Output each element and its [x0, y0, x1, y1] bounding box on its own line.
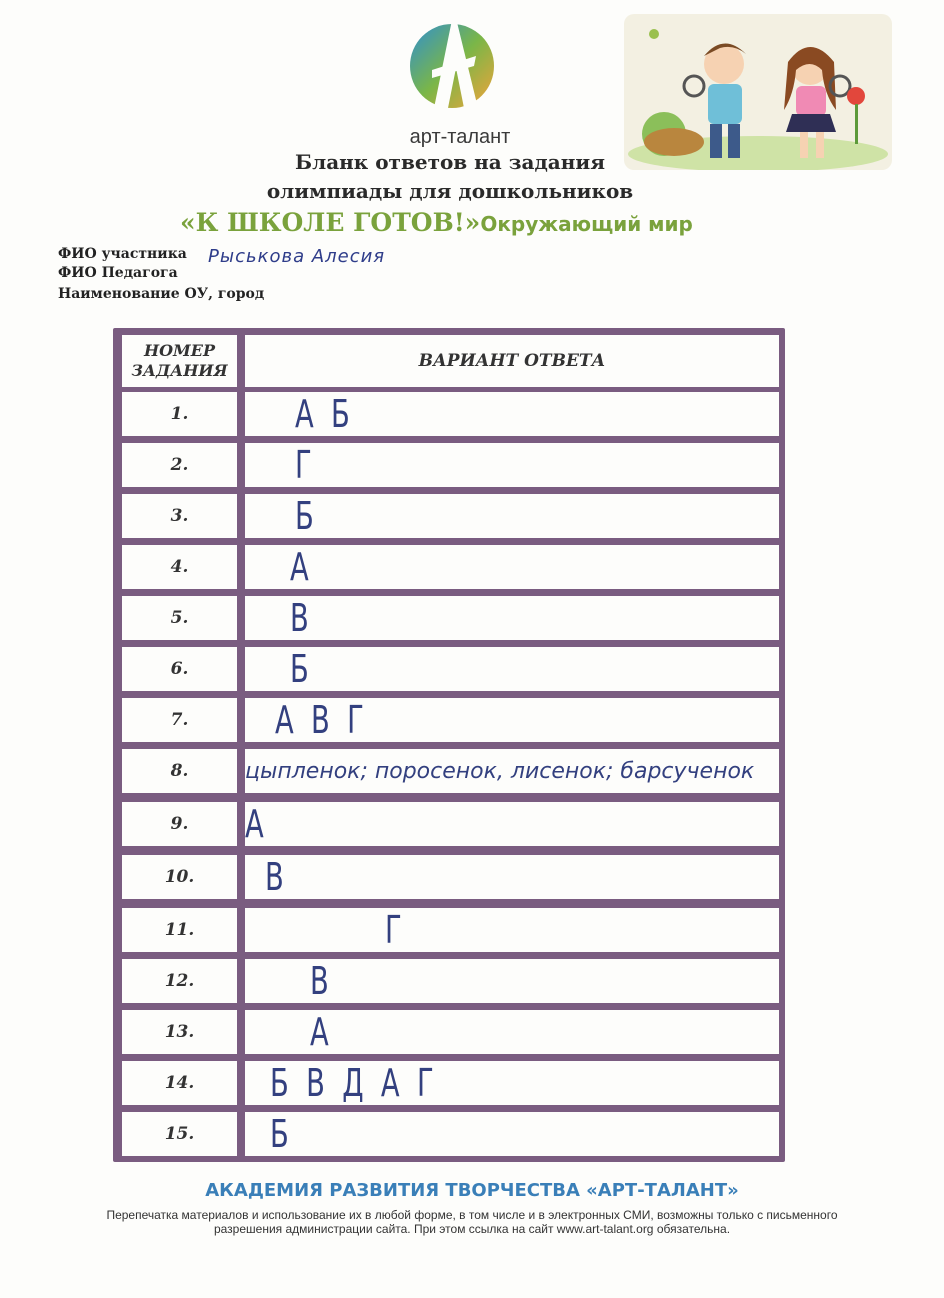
answer-cell[interactable] — [245, 1112, 779, 1156]
row-number-cell — [122, 1010, 237, 1054]
handwritten-answer: А — [310, 1010, 334, 1054]
row-number-cell — [122, 596, 237, 640]
answer-cell[interactable] — [245, 647, 779, 691]
handwritten-answer: Г — [385, 908, 407, 952]
answer-cell[interactable] — [245, 908, 779, 952]
row-number: 11. — [164, 920, 195, 940]
row-number-cell — [122, 392, 237, 436]
row-number-cell — [122, 443, 237, 487]
row-number-cell — [122, 749, 237, 793]
handwritten-answer: В — [265, 855, 289, 899]
row-number-cell — [122, 698, 237, 742]
answer-cell[interactable] — [245, 802, 779, 846]
handwritten-answer: В — [310, 959, 334, 1003]
row-number-cell — [122, 1112, 237, 1156]
handwritten-answer: Б В Д А Г — [270, 1061, 438, 1105]
disclaimer: Перепечатка материалов и использование их в любой форме, в том числе и в электронных СМИ, возможны только с письменного разрешения администрации сайта. При этом ссылка на сайт www.art-talant.org обязательна. — [106, 1208, 838, 1236]
handwritten-answer: цыпленок; поросенок, лисенок; барсученок — [245, 758, 755, 784]
handwritten-answer: А Б — [295, 392, 355, 436]
row-number: 6. — [170, 659, 189, 679]
academy-name: АКАДЕМИЯ РАЗВИТИЯ ТВОРЧЕСТВА «АРТ-ТАЛАНТ» — [205, 1180, 739, 1201]
row-number-cell — [122, 494, 237, 538]
row-number: 1. — [170, 404, 189, 424]
row-number: 2. — [170, 455, 189, 475]
row-number: 4. — [170, 557, 189, 577]
answer-cell[interactable] — [245, 494, 779, 538]
form-title: Бланк ответов на задания олимпиады для дошкольников — [266, 150, 634, 203]
answer-cell[interactable] — [245, 1010, 779, 1054]
answer-table — [113, 328, 785, 1162]
olympiad-line — [180, 208, 740, 237]
answer-cell[interactable] — [245, 749, 779, 793]
row-number: 12. — [164, 971, 195, 991]
children-with-magnifiers-illustration — [624, 14, 892, 170]
answer-cell[interactable] — [245, 596, 779, 640]
participant-label: ФИО участника — [58, 246, 187, 262]
row-number: 9. — [170, 814, 189, 834]
school-label: Наименование ОУ, город — [58, 286, 265, 302]
row-number: 10. — [164, 867, 195, 887]
answer-cell[interactable] — [245, 698, 779, 742]
row-number: 15. — [164, 1124, 195, 1144]
row-number-cell — [122, 545, 237, 589]
handwritten-answer: Б — [270, 1112, 294, 1156]
row-number-cell — [122, 908, 237, 952]
row-number-cell — [122, 647, 237, 691]
row-number-cell — [122, 1061, 237, 1105]
header-answer: ВАРИАНТ ОТВЕТА — [245, 335, 779, 387]
row-number-cell — [122, 802, 237, 846]
handwritten-answer: Б — [295, 494, 319, 538]
row-number: 14. — [164, 1073, 195, 1093]
olympiad-name: «К ШКОЛЕ ГОТОВ!» — [180, 208, 481, 237]
row-number: 7. — [170, 710, 189, 730]
answer-cell[interactable] — [245, 1061, 779, 1105]
header-number: НОМЕР ЗАДАНИЯ — [122, 335, 237, 387]
answer-cell[interactable] — [245, 959, 779, 1003]
handwritten-answer: В — [290, 596, 314, 640]
row-number-cell — [122, 855, 237, 899]
handwritten-answer: А В Г — [275, 698, 369, 742]
handwritten-answer: А — [245, 802, 269, 846]
handwritten-answer: А — [290, 545, 314, 589]
answer-cell[interactable] — [245, 443, 779, 487]
teacher-label: ФИО Педагога — [58, 265, 178, 281]
row-number: 13. — [164, 1022, 195, 1042]
participant-name-field[interactable]: Рыськова Алесия — [208, 246, 386, 267]
handwritten-answer: Б — [290, 647, 314, 691]
art-talant-logo-icon — [404, 8, 500, 116]
answer-cell[interactable] — [245, 392, 779, 436]
answer-cell[interactable] — [245, 545, 779, 589]
row-number: 5. — [170, 608, 189, 628]
row-number: 3. — [170, 506, 189, 526]
row-number: 8. — [170, 761, 189, 781]
brand-name: арт-талант — [409, 126, 511, 148]
row-number-cell — [122, 959, 237, 1003]
handwritten-answer: Г — [295, 443, 317, 487]
answer-cell[interactable] — [245, 855, 779, 899]
subject-name: Окружающий мир — [480, 212, 693, 236]
